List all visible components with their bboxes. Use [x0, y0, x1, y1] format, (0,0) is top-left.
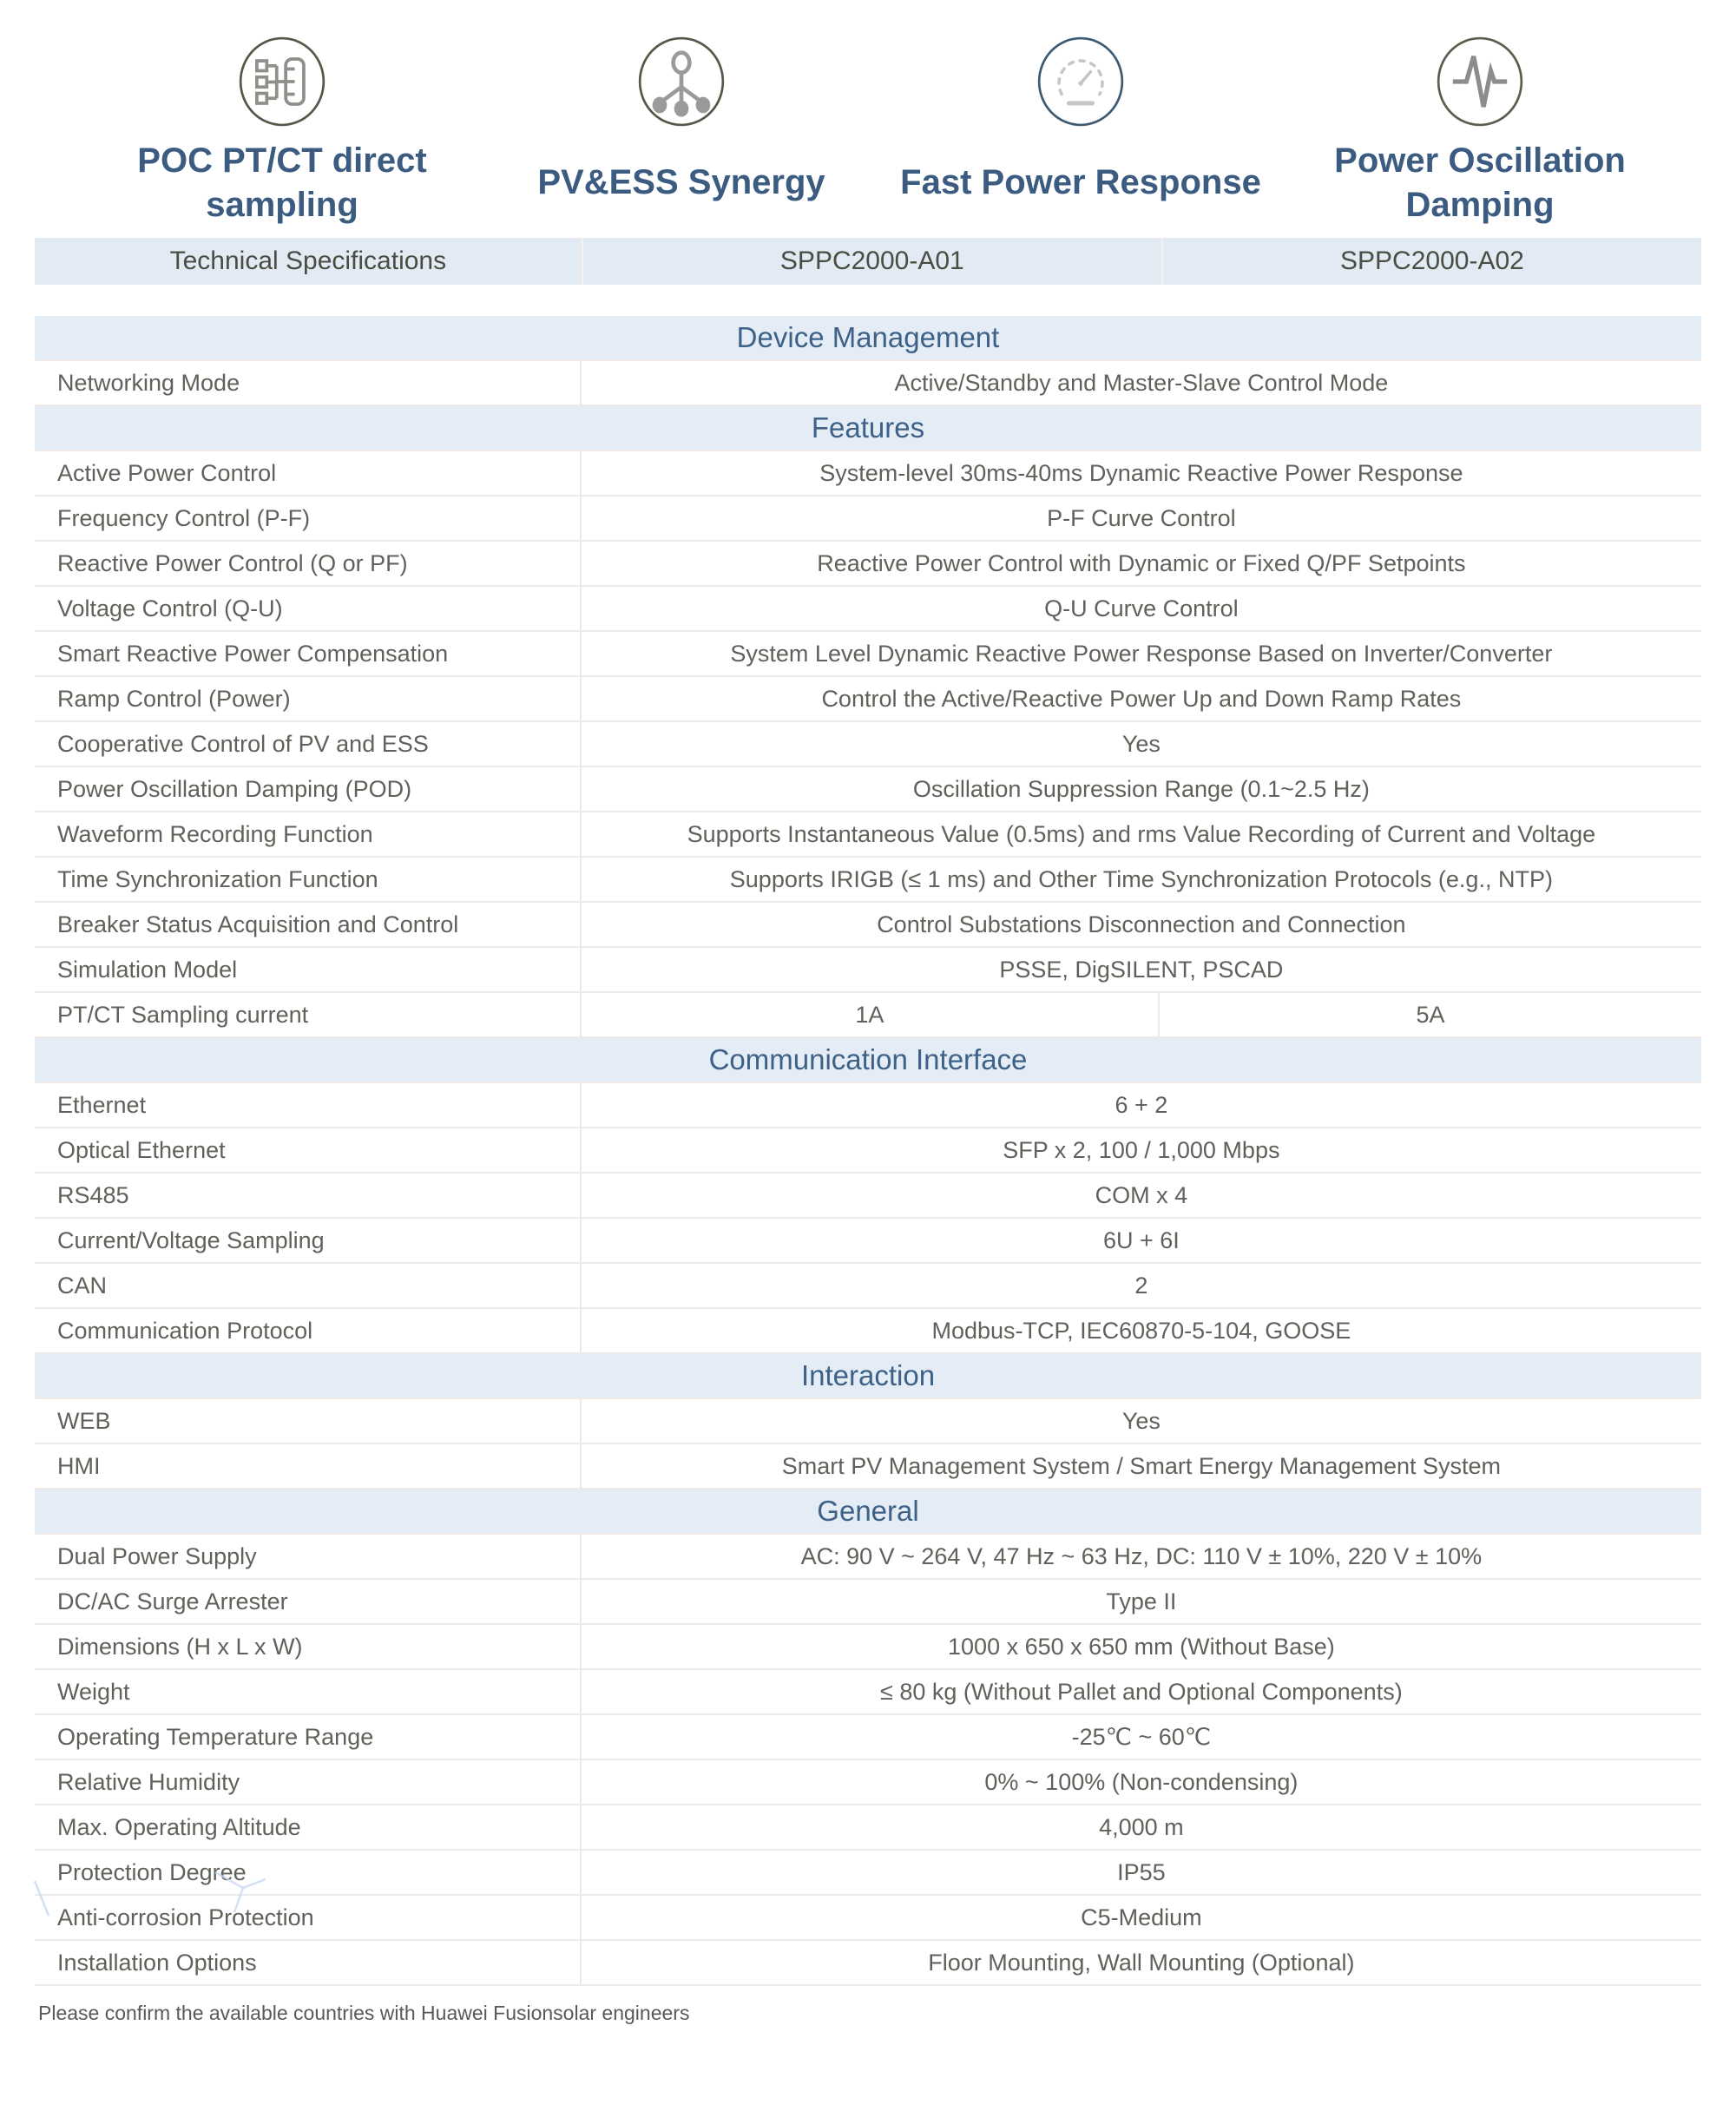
row-label: Smart Reactive Power Compensation [35, 632, 582, 675]
row-label: Relative Humidity [35, 1760, 582, 1804]
pulse-icon [1435, 35, 1525, 128]
gauge-icon [1036, 35, 1126, 128]
table-row [35, 1535, 1701, 1580]
table-row [35, 1805, 1701, 1851]
header-model-a01: SPPC2000-A01 [582, 238, 1161, 285]
row-value: System Level Dynamic Reactive Power Response Based on Inverter/Converter [730, 640, 1553, 667]
table-row [35, 632, 1701, 677]
row-label: Ethernet [35, 1083, 582, 1127]
row-value: Floor Mounting, Wall Mounting (Optional) [928, 1949, 1355, 1976]
row-value: COM x 4 [1095, 1181, 1188, 1208]
table-row [35, 1715, 1701, 1760]
header-model-a02: SPPC2000-A02 [1161, 238, 1701, 285]
row-value: AC: 90 V ~ 264 V, 47 Hz ~ 63 Hz, DC: 110 V ± 10%, 220 V ± 10% [800, 1542, 1483, 1569]
table-row [35, 1851, 1701, 1896]
row-label: Protection Degree [35, 1851, 582, 1894]
section-header-general: General [35, 1490, 1701, 1535]
table-row [35, 1128, 1701, 1174]
table-row [35, 767, 1701, 812]
section-header-communication-interface: Communication Interface [35, 1038, 1701, 1083]
table-row [35, 1444, 1701, 1490]
header-technical-specifications: Technical Specifications [169, 247, 447, 275]
row-value: 5A [1416, 1001, 1445, 1028]
row-value: Control Substations Disconnection and Connection [877, 911, 1406, 937]
row-label: Networking Mode [35, 361, 582, 404]
table-row [35, 993, 1701, 1038]
spec-table-body [35, 316, 1701, 1986]
row-label: Max. Operating Altitude [35, 1805, 582, 1849]
feature-label: Fast Power Response [900, 163, 1261, 202]
row-value: 0% ~ 100% (Non-condensing) [984, 1768, 1299, 1795]
table-row [35, 497, 1701, 542]
row-label: Time Synchronization Function [35, 858, 582, 901]
row-value: Supports Instantaneous Value (0.5ms) and rms Value Recording of Current and Voltage [687, 820, 1596, 847]
feature-pv-ess-synergy [482, 35, 881, 227]
row-label: Communication Protocol [35, 1309, 582, 1352]
row-label: Breaker Status Acquisition and Control [35, 903, 582, 946]
row-value: Control the Active/Reactive Power Up and Down Ramp Rates [821, 685, 1462, 712]
row-value: Oscillation Suppression Range (0.1~2.5 Hz) [912, 775, 1370, 802]
row-value: Reactive Power Control with Dynamic or Fixed Q/PF Setpoints [817, 549, 1466, 576]
row-value: 6 + 2 [1115, 1091, 1168, 1118]
row-value: P-F Curve Control [1047, 504, 1236, 531]
row-label: WEB [35, 1399, 582, 1443]
row-label: DC/AC Surge Arrester [35, 1580, 582, 1623]
footer-note: Please confirm the available countries with Huawei Fusionsolar engineers [38, 2002, 690, 2024]
row-value: Yes [1121, 730, 1161, 757]
row-value: System-level 30ms-40ms Dynamic Reactive Power Response [819, 459, 1463, 486]
table-row [35, 1896, 1701, 1941]
feature-label: Power Oscillation Damping [1334, 141, 1626, 224]
feature-icon-strip [82, 35, 1680, 227]
row-value: Yes [1121, 1407, 1161, 1434]
row-label: RS485 [35, 1174, 582, 1217]
row-label: Dual Power Supply [35, 1535, 582, 1578]
row-value: 1000 x 650 x 650 mm (Without Base) [948, 1633, 1335, 1660]
row-value: 1A [582, 993, 1160, 1036]
row-label: Operating Temperature Range [35, 1715, 582, 1759]
row-value: 2 [1134, 1272, 1148, 1299]
table-row [35, 1219, 1701, 1264]
row-value: Q-U Curve Control [1044, 595, 1239, 621]
table-row [35, 1309, 1701, 1354]
poc-sampling-icon [237, 35, 327, 128]
table-row [35, 1580, 1701, 1625]
row-label: Current/Voltage Sampling [35, 1219, 582, 1262]
section-header-interaction: Interaction [35, 1354, 1701, 1399]
row-value: Supports IRIGB (≤ 1 ms) and Other Time Synchronization Protocols (e.g., NTP) [729, 865, 1553, 892]
feature-label: POC PT/CT direct sampling [137, 141, 427, 224]
feature-power-oscillation-damping [1280, 35, 1680, 227]
table-row [35, 1399, 1701, 1444]
table-row [35, 361, 1701, 406]
table-row [35, 1760, 1701, 1805]
table-row [35, 1083, 1701, 1128]
table-row [35, 587, 1701, 632]
row-label: PT/CT Sampling current [35, 993, 582, 1036]
row-label: Anti-corrosion Protection [35, 1896, 582, 1939]
table-row [35, 1625, 1701, 1670]
row-label: Voltage Control (Q-U) [35, 587, 582, 630]
row-label: Simulation Model [35, 948, 582, 991]
row-value: Type II [1106, 1588, 1177, 1614]
row-label: Dimensions (H x L x W) [35, 1625, 582, 1668]
feature-fast-power-response [881, 35, 1280, 227]
row-label: Weight [35, 1670, 582, 1713]
table-row [35, 1264, 1701, 1309]
row-label: Power Oscillation Damping (POD) [35, 767, 582, 811]
row-value: PSSE, DigSILENT, PSCAD [999, 956, 1284, 983]
row-value: SFP x 2, 100 / 1,000 Mbps [1003, 1136, 1280, 1163]
row-value: 4,000 m [1099, 1813, 1184, 1840]
spec-sheet-page [0, 35, 1736, 2111]
row-label: Ramp Control (Power) [35, 677, 582, 720]
row-value: IP55 [1117, 1858, 1166, 1885]
row-value: C5-Medium [1081, 1904, 1202, 1930]
spec-table-header [35, 238, 1701, 285]
row-value: ≤ 80 kg (Without Pallet and Optional Components) [880, 1678, 1403, 1705]
row-value: Active/Standby and Master-Slave Control Mode [894, 369, 1389, 396]
row-label: Reactive Power Control (Q or PF) [35, 542, 582, 585]
feature-poc-sampling [82, 35, 482, 227]
row-label: CAN [35, 1264, 582, 1307]
row-label: HMI [35, 1444, 582, 1488]
section-header-features: Features [35, 406, 1701, 451]
row-value: Modbus-TCP, IEC60870-5-104, GOOSE [931, 1317, 1351, 1344]
table-row [35, 903, 1701, 948]
table-row [35, 858, 1701, 903]
pv-ess-synergy-icon [636, 35, 727, 128]
table-row [35, 677, 1701, 722]
table-row [35, 948, 1701, 993]
row-value: -25℃ ~ 60℃ [1071, 1723, 1212, 1750]
row-label: Frequency Control (P-F) [35, 497, 582, 540]
row-label: Installation Options [35, 1941, 582, 1984]
table-row [35, 722, 1701, 767]
row-label: Active Power Control [35, 451, 582, 495]
row-value: Smart PV Management System / Smart Energy Management System [781, 1452, 1502, 1479]
table-row [35, 1941, 1701, 1986]
section-header-device-management: Device Management [35, 316, 1701, 361]
table-row [35, 542, 1701, 587]
table-row [35, 451, 1701, 497]
row-label: Waveform Recording Function [35, 812, 582, 856]
table-row [35, 1174, 1701, 1219]
feature-label: PV&ESS Synergy [537, 163, 825, 202]
table-row [35, 812, 1701, 858]
row-value: 6U + 6I [1102, 1226, 1180, 1253]
row-label: Cooperative Control of PV and ESS [35, 722, 582, 766]
row-label: Optical Ethernet [35, 1128, 582, 1172]
table-row [35, 1670, 1701, 1715]
